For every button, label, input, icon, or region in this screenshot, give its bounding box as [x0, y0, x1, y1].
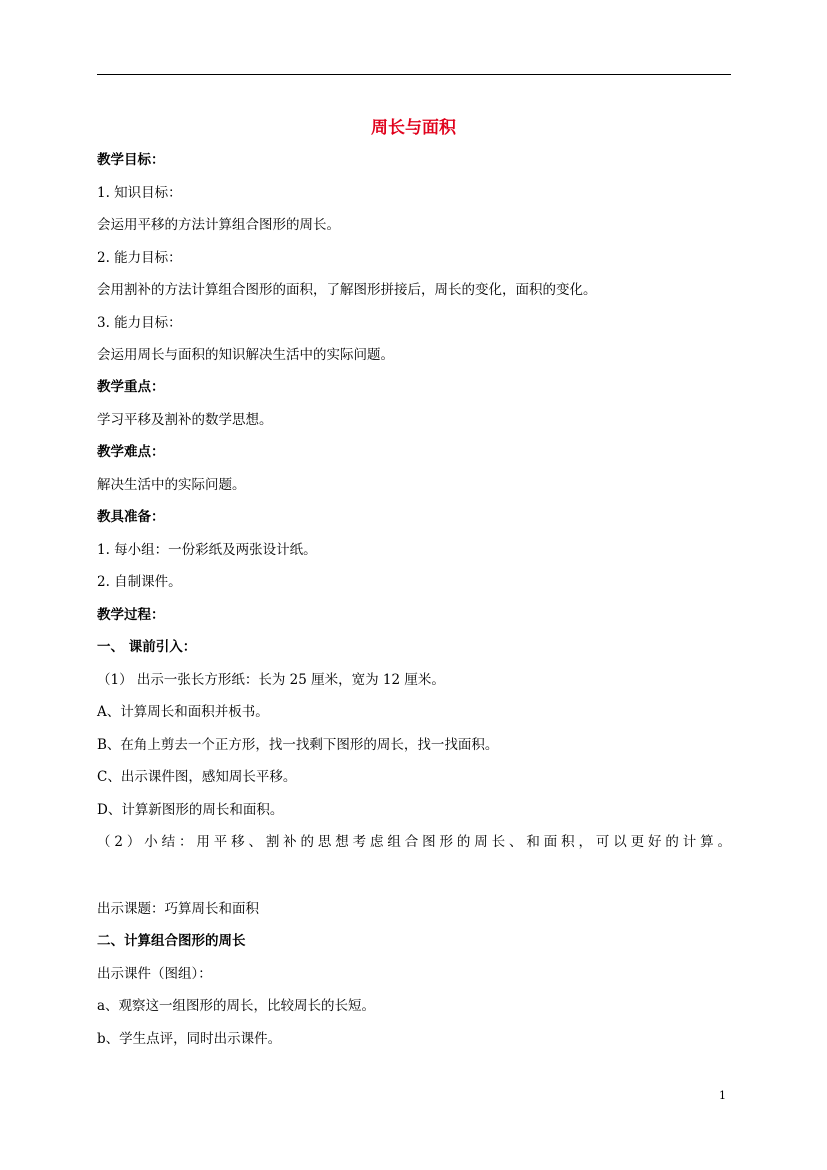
- goal-2-label: 2. 能力目标：: [97, 250, 182, 266]
- heading-difficulties: 教学难点：: [97, 444, 165, 460]
- heading-teaching-goals: 教学目标：: [97, 152, 165, 168]
- step-d: D、计算新图形的周长和面积。: [97, 802, 284, 818]
- item-a: a、观察这一组图形的周长，比较周长的长短。: [97, 998, 376, 1014]
- materials-item-2: 2. 自制课件。: [97, 574, 182, 590]
- item-b: b、学生点评，同时出示课件。: [97, 1031, 282, 1047]
- goal-2-text: 会用割补的方法计算组合图形的面积，了解图形拼接后，周长的变化，面积的变化。: [97, 282, 597, 298]
- heading-key-points: 教学重点：: [97, 379, 165, 395]
- step-a: A、计算周长和面积并板书。: [97, 704, 269, 720]
- heading-process: 教学过程：: [97, 607, 165, 623]
- goal-1-label: 1. 知识目标：: [97, 185, 182, 201]
- heading-materials: 教具准备：: [97, 509, 165, 525]
- header-rule: [97, 74, 731, 75]
- materials-item-1: 1. 每小组：一份彩纸及两张设计纸。: [97, 542, 317, 558]
- step-c: C、出示课件图，感知周长平移。: [97, 769, 297, 785]
- difficulties-text: 解决生活中的实际问题。: [97, 477, 246, 493]
- section-1-heading: 一、 课前引入：: [97, 639, 197, 655]
- courseware-text: 出示课件（图组）：: [97, 966, 212, 982]
- step-1: （1） 出示一张长方形纸：长为 25 厘米，宽为 12 厘米。: [97, 672, 445, 688]
- goal-3-text: 会运用周长与面积的知识解决生活中的实际问题。: [97, 347, 394, 363]
- goal-3-label: 3. 能力目标：: [97, 315, 182, 331]
- page-number: 1: [719, 1089, 726, 1102]
- summary-text: （2）小结：用平移、割补的思想考虑组合图形的周长、和面积，可以更好的计算。: [97, 834, 731, 850]
- key-points-text: 学习平移及割补的数学思想。: [97, 412, 273, 428]
- goal-1-text: 会运用平移的方法计算组合图形的周长。: [97, 217, 340, 233]
- section-2-heading: 二、计算组合图形的周长: [97, 933, 246, 949]
- topic-text: 出示课题：巧算周长和面积: [97, 901, 259, 917]
- page-title: 周长与面积: [371, 118, 456, 138]
- step-b: B、在角上剪去一个正方形，找一找剩下图形的周长，找一找面积。: [97, 737, 499, 753]
